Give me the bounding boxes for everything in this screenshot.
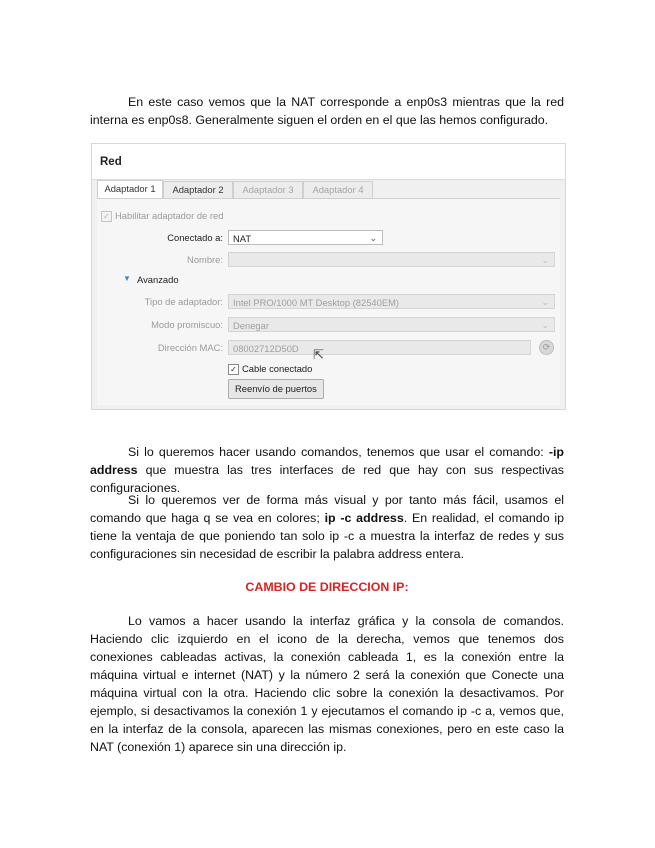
name-select[interactable] — [228, 252, 555, 267]
expand-triangle-icon[interactable]: ▼ — [123, 274, 131, 283]
mouse-cursor-icon: ⇱ — [313, 347, 324, 362]
virtualbox-network-panel — [91, 143, 566, 410]
adapter-type-select[interactable] — [228, 294, 555, 309]
tab-adaptador-3[interactable]: Adaptador 3 — [233, 181, 303, 198]
enable-adapter-label: Habilitar adaptador de red — [115, 210, 224, 221]
colors-paragraph: Si lo queremos ver de forma más visual y por tanto más fácil, usamos el comando que haga q se vea en colores; ip -c address. En realidad, el comando ip tiene la ventaja de que poniendo tan solo ip -c a muestra la interfaz de redes y sus configuraciones sin necesidad de escribir la palabra address entera. — [90, 493, 565, 561]
connected-to-label: Conectado a: — [167, 232, 223, 243]
chevron-down-icon: ⌄ — [541, 255, 549, 265]
chevron-down-icon: ⌄ — [369, 233, 377, 243]
chevron-down-icon: ⌄ — [541, 320, 549, 330]
tab-adaptador-1[interactable]: Adaptador 1 — [97, 180, 163, 199]
panel-title: Red — [100, 156, 122, 168]
connected-to-select[interactable] — [228, 230, 383, 245]
commands-paragraph: Si lo queremos hacer usando comandos, tenemos que usar el comando: -ip address que muestra las tres interfaces de red que hay con sus respectivas configuraciones. — [90, 445, 564, 495]
intro-paragraph: En este caso vemos que la NAT corresponde a enp0s3 mientras que la red interna es enp0s8. Generalmente siguen el orden en el que las hemos configurado. — [90, 95, 564, 127]
enable-adapter-checkbox[interactable]: ✓ — [101, 211, 112, 222]
promisc-mode-value: Denegar — [233, 320, 269, 331]
mac-address-value: 08002712D50D — [233, 343, 299, 354]
name-label: Nombre: — [187, 254, 223, 265]
refresh-mac-icon[interactable]: ⟳ — [539, 340, 554, 355]
adapter-type-label: Tipo de adaptador: — [144, 296, 223, 307]
advanced-label[interactable]: Avanzado — [137, 274, 179, 285]
panel-header — [92, 144, 565, 180]
mac-address-input[interactable] — [228, 340, 531, 355]
tab-adaptador-2[interactable]: Adaptador 2 — [163, 181, 233, 198]
adapter-type-value: Intel PRO/1000 MT Desktop (82540EM) — [233, 297, 400, 308]
cable-connected-checkbox[interactable]: ✓ — [228, 364, 239, 375]
promisc-mode-select[interactable] — [228, 317, 555, 332]
tab-adaptador-4[interactable]: Adaptador 4 — [303, 181, 373, 198]
connected-to-value: NAT — [233, 233, 252, 244]
adapter-settings — [97, 198, 560, 405]
promisc-mode-label: Modo promiscuo: — [151, 319, 223, 330]
command-bold: ip -c address — [324, 511, 404, 525]
chevron-down-icon: ⌄ — [541, 297, 549, 307]
section-heading: CAMBIO DE DIRECCION IP: — [245, 580, 409, 594]
command-bold: -ip address — [90, 445, 564, 477]
ip-change-paragraph: Lo vamos a hacer usando la interfaz gráfica y la consola de comandos. Haciendo clic izquierdo en el icono de la derecha, vemos que tenemos dos conexiones cableadas activas, la conexión cableada 1, es la conexión entre la máquina virtual e internet (NAT) y la número 2 será la conexión que Conecte una máquina virtual con la otra. Haciendo clic sobre la conexión la desactivamos. Por ejemplo, si desactivamos la conexión 1 y ejecutamos el comando ip -c a, vemos que, en la interfaz de la consola, aparecen las mismas conexiones, pero en este caso la NAT (conexión 1) aparece sin una dirección ip. — [90, 614, 564, 754]
cable-connected-label: Cable conectado — [242, 363, 313, 374]
port-forwarding-button[interactable]: Reenvío de puertos — [228, 379, 324, 399]
mac-address-label: Dirección MAC: — [157, 342, 223, 353]
